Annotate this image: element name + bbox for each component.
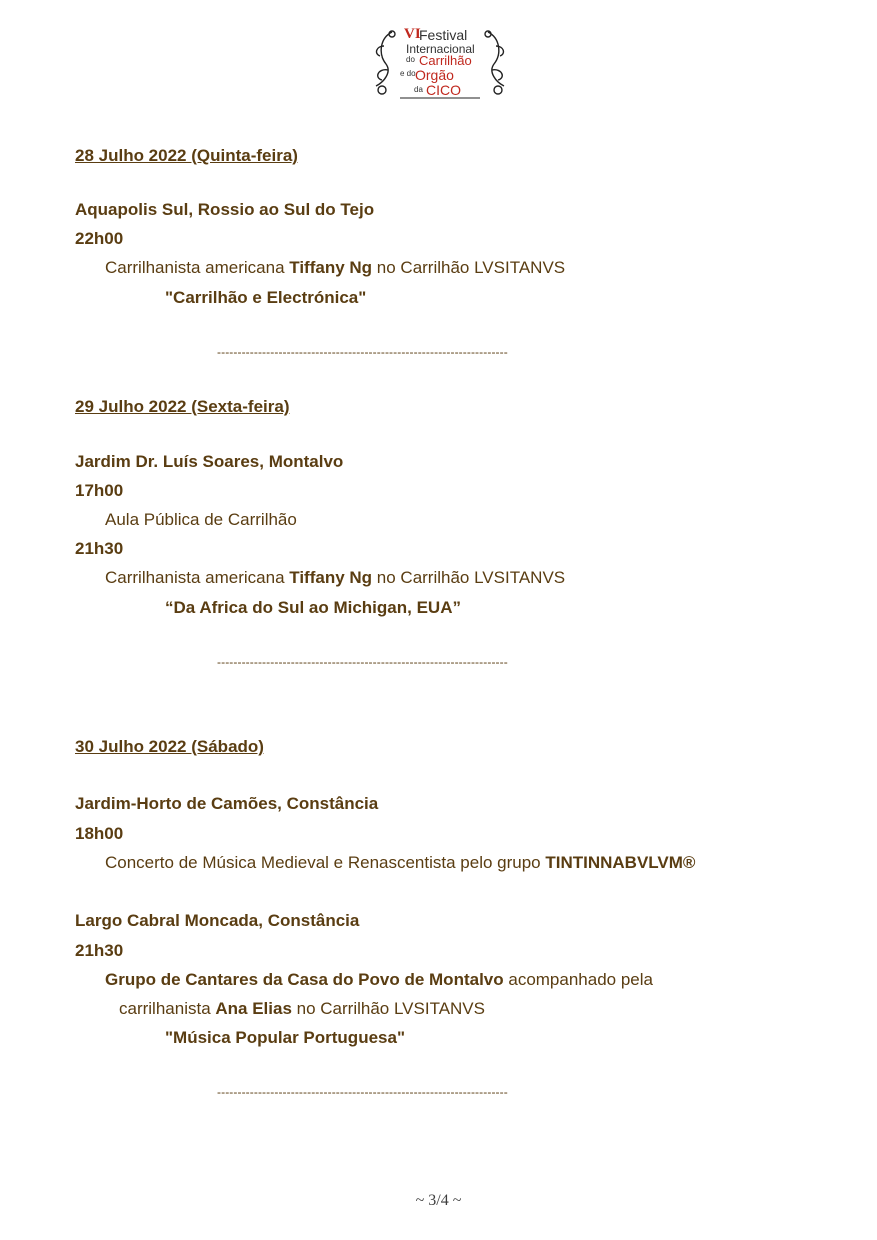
- day-2-date: 29 Julho 2022 (Sexta-feira): [75, 397, 290, 416]
- day-3-time-2: 21h30: [75, 941, 124, 960]
- logo-orgao: Orgão: [415, 67, 454, 83]
- logo-internacional: Internacional: [406, 42, 475, 56]
- logo-festival: Festival: [419, 27, 468, 43]
- logo-carrilhao: Carrilhão: [419, 53, 472, 68]
- day-1-description: Carrilhanista americana Tiffany Ng no Carrilhão LVSITANVS: [105, 258, 566, 277]
- day-2-description-1: Aula Pública de Carrilhão: [105, 510, 297, 529]
- performer-name: Tiffany Ng: [289, 568, 373, 587]
- day-2-description-2: Carrilhanista americana Tiffany Ng no Carrilhão LVSITANVS: [105, 568, 566, 587]
- day-3-time-1: 18h00: [75, 824, 124, 843]
- separator-line: -----------------------------------------------------------------------: [217, 655, 508, 669]
- day-1-venue: Aquapolis Sul, Rossio ao Sul do Tejo: [75, 200, 375, 219]
- day-2-time-2: 21h30: [75, 539, 124, 558]
- page-number: ~ 3/4 ~: [415, 1192, 462, 1209]
- performer-name: Tiffany Ng: [289, 258, 373, 277]
- logo-do: do: [406, 55, 415, 64]
- day-3-venue-1: Jardim-Horto de Camões, Constância: [75, 794, 379, 813]
- day-2-venue: Jardim Dr. Luís Soares, Montalvo: [75, 452, 344, 471]
- separator-line: -----------------------------------------------------------------------: [217, 345, 508, 359]
- logo-da: da: [414, 85, 423, 94]
- festival-logo: [370, 24, 510, 100]
- group-name: Grupo de Cantares da Casa do Povo de Montalvo: [105, 970, 504, 989]
- day-1-date: 28 Julho 2022 (Quinta-feira): [75, 146, 298, 165]
- day-3-concert-title: "Música Popular Portuguesa": [165, 1028, 406, 1047]
- performer-name: Ana Elias: [215, 999, 292, 1018]
- day-3-description-2-line-2: carrilhanista Ana Elias no Carrilhão LVSITANVS: [119, 999, 485, 1018]
- logo-e-do: e do: [400, 69, 416, 78]
- day-3-venue-2: Largo Cabral Moncada, Constância: [75, 911, 360, 930]
- separator-line: -----------------------------------------------------------------------: [217, 1085, 508, 1099]
- day-2-time-1: 17h00: [75, 481, 124, 500]
- day-1-concert-title: "Carrilhão e Electrónica": [165, 288, 367, 307]
- logo-cico: CICO: [426, 82, 461, 98]
- day-3-date: 30 Julho 2022 (Sábado): [75, 737, 264, 756]
- day-2-concert-title: “Da Africa do Sul ao Michigan, EUA”: [165, 598, 461, 617]
- logo-vi: VI: [404, 26, 421, 42]
- day-3-description-2: Grupo de Cantares da Casa do Povo de Montalvo acompanhado pela: [105, 970, 653, 989]
- day-1-time: 22h00: [75, 229, 124, 248]
- day-3-description-1: Concerto de Música Medieval e Renascentista pelo grupo TINTINNABVLVM®: [105, 853, 696, 872]
- group-name: TINTINNABVLVM®: [545, 853, 696, 872]
